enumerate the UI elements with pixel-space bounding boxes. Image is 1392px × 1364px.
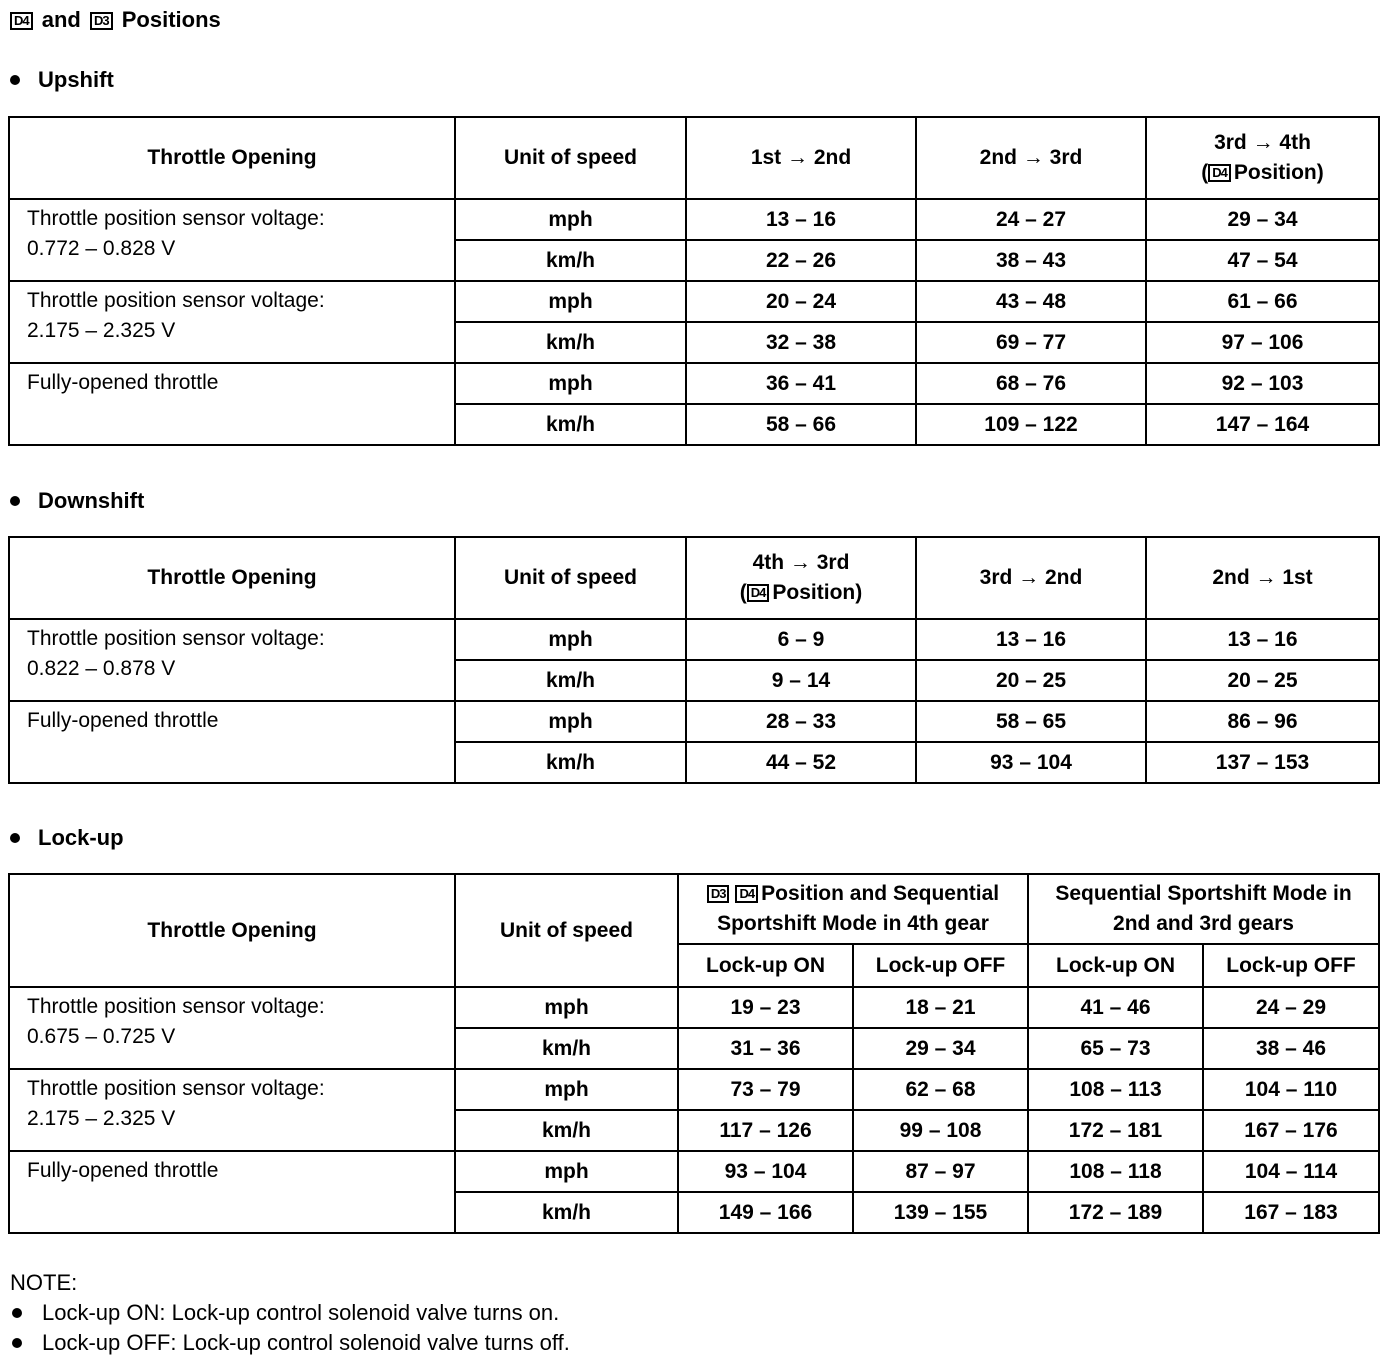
upshift-heading: Upshift [8, 66, 114, 94]
bullet-icon [10, 496, 20, 506]
d3-position-icon: D3 [707, 885, 730, 903]
table-header-row [9, 874, 1379, 944]
row-label: Throttle position sensor voltage: 0.675 – 0.725 V [9, 987, 455, 1069]
title-text: Positions [121, 7, 221, 32]
bullet-icon [12, 1308, 22, 1318]
table-row: Throttle position sensor voltage: 0.675 – 0.725 V mph 19 – 23 18 – 21 41 – 46 24 – 29 [9, 987, 1379, 1028]
table-row: km/h 44 – 52 93 – 104 137 – 153 [9, 742, 1379, 783]
header-lockup-on: Lock-up ON [1028, 944, 1203, 987]
header-2nd-3rd: 2nd → 3rd [916, 117, 1146, 199]
header-lockup-off: Lock-up OFF [853, 944, 1028, 987]
row-label: Fully-opened throttle [9, 701, 455, 783]
header-throttle-opening: Throttle Opening [9, 537, 455, 619]
table-row: Fully-opened throttle mph 36 – 41 68 – 76 92 – 103 [9, 363, 1379, 404]
header-3rd-4th: 3rd → 4th ( D4 Position) [1146, 117, 1379, 199]
upshift-table [8, 116, 1380, 446]
table-row: Throttle position sensor voltage: 2.175 – 2.325 V mph 20 – 24 43 – 48 61 – 66 [9, 281, 1379, 322]
list-item: Lock-up ON: Lock-up control solenoid valve turns on. [10, 1298, 570, 1328]
lockup-heading: Lock-up [8, 824, 124, 852]
row-label: Throttle position sensor voltage: 0.772 – 0.828 V [9, 199, 455, 281]
row-label: Fully-opened throttle [9, 363, 455, 445]
bullet-icon [10, 75, 20, 85]
header-lockup-on: Lock-up ON [678, 944, 853, 987]
table-row: km/h 117 – 126 99 – 108 172 – 181 167 – 176 [9, 1110, 1379, 1151]
table-row: Throttle position sensor voltage: 0.772 – 0.828 V mph 13 – 16 24 – 27 29 – 34 [9, 199, 1379, 240]
title-and: and [41, 7, 81, 32]
lockup-table [8, 873, 1380, 1234]
header-unit-of-speed: Unit of speed [455, 537, 686, 619]
table-header-row [9, 537, 1379, 619]
row-label: Throttle position sensor voltage: 2.175 – 2.325 V [9, 281, 455, 363]
table-row: km/h 149 – 166 139 – 155 172 – 189 167 – 183 [9, 1192, 1379, 1233]
header-unit-of-speed: Unit of speed [455, 117, 686, 199]
table-row: km/h 31 – 36 29 – 34 65 – 73 38 – 46 [9, 1028, 1379, 1069]
header-1st-2nd: 1st → 2nd [686, 117, 916, 199]
table-header-row [9, 117, 1379, 199]
table-row: Throttle position sensor voltage: 0.822 – 0.878 V mph 6 – 9 13 – 16 13 – 16 [9, 619, 1379, 660]
table-row: Throttle position sensor voltage: 2.175 – 2.325 V mph 73 – 79 62 – 68 108 – 113 104 – 110 [9, 1069, 1379, 1110]
header-lockup-off: Lock-up OFF [1203, 944, 1379, 987]
page-title [10, 6, 221, 34]
d4-position-icon: D4 [10, 12, 33, 30]
d3-position-icon: D3 [90, 12, 113, 30]
header-4th-3rd: 4th → 3rd ( D4 Position) [686, 537, 916, 619]
d4-position-icon: D4 [1208, 164, 1231, 182]
row-label: Fully-opened throttle [9, 1151, 455, 1233]
note-heading: NOTE: [10, 1270, 78, 1295]
header-2nd-1st: 2nd → 1st [1146, 537, 1379, 619]
bullet-icon [10, 833, 20, 843]
table-row: Fully-opened throttle mph 93 – 104 87 – 97 108 – 118 104 – 114 [9, 1151, 1379, 1192]
list-item: Lock-up OFF: Lock-up control solenoid valve turns off. [10, 1328, 570, 1358]
table-row: Fully-opened throttle mph 28 – 33 58 – 65 86 – 96 [9, 701, 1379, 742]
table-row: km/h 58 – 66 109 – 122 147 – 164 [9, 404, 1379, 445]
header-throttle-opening: Throttle Opening [9, 117, 455, 199]
row-label: Throttle position sensor voltage: 0.822 – 0.878 V [9, 619, 455, 701]
note-section [10, 1268, 570, 1358]
table-row: km/h 9 – 14 20 – 25 20 – 25 [9, 660, 1379, 701]
downshift-heading: Downshift [8, 487, 144, 515]
table-row: km/h 32 – 38 69 – 77 97 – 106 [9, 322, 1379, 363]
bullet-icon [12, 1338, 22, 1348]
header-3rd-2nd: 3rd → 2nd [916, 537, 1146, 619]
header-throttle-opening: Throttle Opening [9, 874, 455, 987]
table-row: km/h 22 – 26 38 – 43 47 – 54 [9, 240, 1379, 281]
header-unit-of-speed: Unit of speed [455, 874, 678, 987]
header-2nd-3rd-gears: Sequential Sportshift Mode in 2nd and 3rd gears [1028, 874, 1379, 944]
downshift-table [8, 536, 1380, 784]
header-d3-d4-4th-gear: D3 D4 Position and Sequential Sportshift Mode in 4th gear [678, 874, 1028, 944]
d4-position-icon: D4 [747, 584, 770, 602]
d4-position-icon: D4 [735, 885, 758, 903]
row-label: Throttle position sensor voltage: 2.175 – 2.325 V [9, 1069, 455, 1151]
